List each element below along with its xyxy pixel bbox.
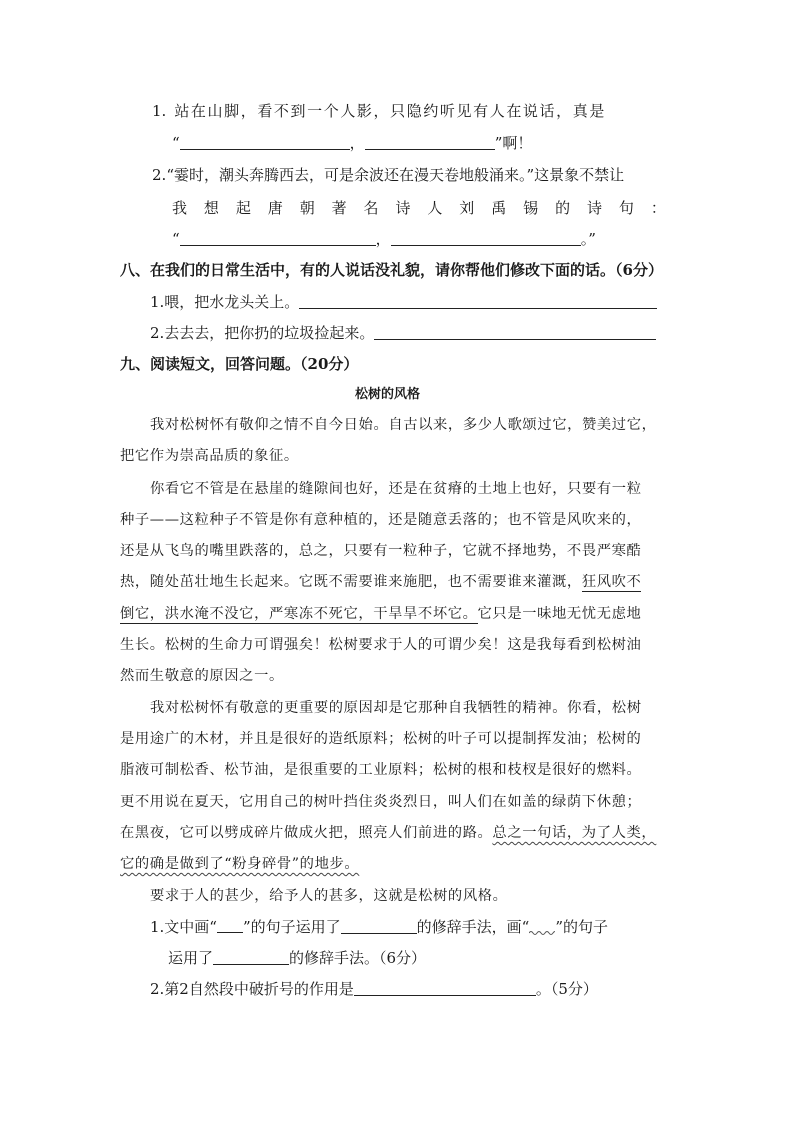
p3-line6 — [120, 854, 359, 874]
s7-q1-line2 — [172, 133, 532, 153]
p2-line2: 种子——这粒种子不管是你有意种植的，还是随意丢落的；也不管是风吹来的， — [120, 512, 642, 528]
close-quote: 。” — [580, 230, 596, 248]
close-quote: ”啊！ — [494, 134, 533, 152]
s9-q1-text: 1.文中画“ — [150, 918, 217, 936]
s7-q1-number: 1. — [152, 102, 167, 120]
char: 名 — [363, 199, 379, 217]
s9-q1-text: 的修辞手法，画“ — [416, 918, 530, 936]
answer-blank[interactable] — [365, 135, 495, 150]
char: 想 — [203, 199, 219, 217]
char: 刘 — [459, 199, 475, 217]
char: 人 — [427, 199, 443, 217]
char: 诗 — [395, 199, 411, 217]
s7-q2-text: “霎时，潮头奔腾西去，可是余波还在漫天卷地般涌来。”这景象不禁让 — [166, 166, 625, 184]
p3-line2: 是用途广的木材，并且是很好的造纸原料；松树的叶子可以提制挥发油；松树的 — [120, 731, 642, 747]
p2-line4 — [120, 572, 641, 592]
s9-q1-text: ”的句子运用了 — [242, 918, 341, 936]
straight-line-mark-icon — [217, 919, 243, 933]
answer-blank[interactable] — [374, 325, 656, 340]
s7-q1-text: 站在山脚，看不到一个人影，只隐约听见有人在说话，真是 — [174, 102, 606, 120]
answer-blank[interactable] — [391, 231, 581, 246]
char: 我 — [172, 199, 188, 217]
open-quote: “ — [172, 134, 180, 152]
s9-q1-line2 — [168, 948, 426, 968]
p2-line1: 你看它不管是在悬崖的缝隙间也好，还是在贫瘠的土地上也好，只要有一粒 — [150, 481, 642, 497]
p4-line: 要求于人的甚少，给予人的甚多，这就是松树的风格。 — [150, 888, 508, 904]
wavy-line-mark-icon — [529, 920, 555, 933]
char: 的 — [555, 199, 571, 217]
s9-q2 — [150, 979, 598, 999]
s8-q1 — [150, 292, 657, 312]
s7-q2-line2 — [172, 198, 666, 218]
s9-heading: 九、阅读短文，回答问题。（20分） — [120, 355, 359, 373]
s9-q1-line1 — [150, 917, 608, 937]
p3-line1: 我对松树怀有敬意的更重要的原因却是它那种自我牺牲的精神。你看，松树 — [150, 700, 642, 716]
s7-q1-line1 — [152, 101, 674, 121]
p1-line1: 我对松树怀有敬仰之情不自今日始。自古以来，多少人歌颂过它，赞美过它， — [150, 417, 657, 433]
s8-q2-text: 2.去去去，把你扔的垃圾捡起来。 — [150, 324, 375, 342]
underlined-sentence: 狂风吹不 — [581, 574, 642, 590]
p3-line3: 脂液可制松香、松节油，是很重要的工业原料；松树的根和枝杈是很好的燃料。 — [120, 762, 642, 778]
s8-q1-text: 1.喂，把水龙头关上。 — [150, 293, 300, 311]
answer-blank[interactable] — [299, 294, 657, 309]
comma: ， — [375, 230, 391, 248]
char: 著 — [331, 199, 347, 217]
s7-q2-line1 — [152, 165, 674, 185]
open-quote: “ — [172, 230, 180, 248]
wavy-underlined-sentence: 总之一句话，为了人类， — [492, 825, 657, 841]
char: 诗 — [586, 199, 602, 217]
article-title: 松树的风格 — [355, 387, 421, 402]
p2-line5 — [120, 604, 641, 624]
p2-line6: 生长。松树的生命力可谓强矣！松树要求于人的可谓少矣！这是我每看到松树油 — [120, 637, 642, 653]
p2-line5-text: 它只是一味地无忧无虑地 — [477, 606, 642, 622]
answer-blank[interactable] — [341, 919, 417, 934]
p3-line5-text: 在黑夜，它可以劈成碎片做成火把，照亮人们前进的路。 — [120, 825, 493, 841]
answer-blank[interactable] — [213, 950, 289, 965]
s9-q1-text: ”的句子 — [555, 918, 608, 936]
char: 起 — [235, 199, 251, 217]
char: 句 — [618, 199, 634, 217]
p3-line4: 更不用说在夏天，它用自己的树叶挡住炎炎烈日，叫人们在如盖的绿荫下休憩； — [120, 794, 642, 810]
char: 锡 — [523, 199, 539, 217]
char: 禹 — [491, 199, 507, 217]
wavy-underlined-sentence: 它的确是做到了“粉身碎骨”的地步。 — [120, 856, 360, 872]
p1-line2: 把它作为崇高品质的象征。 — [120, 448, 299, 464]
s8-q2 — [150, 323, 656, 343]
s9-q1-text: 运用了 — [168, 949, 214, 967]
char: 朝 — [299, 199, 315, 217]
char: 唐 — [267, 199, 283, 217]
s9-q2-text: 。（5分） — [535, 980, 598, 998]
answer-blank[interactable] — [180, 231, 376, 246]
char: ： — [650, 199, 666, 217]
s7-q2-line3 — [172, 229, 596, 249]
p2-line3: 还是从飞鸟的嘴里跌落的，总之，只要有一粒种子，它就不择地势，不畏严寒酷 — [120, 543, 642, 559]
s7-q2-number: 2. — [152, 166, 167, 184]
p3-line5 — [120, 823, 656, 843]
s9-q1-text: 的修辞手法。（6分） — [289, 949, 427, 967]
answer-blank[interactable] — [180, 135, 350, 150]
p2-line7: 然而生敬意的原因之一。 — [120, 668, 284, 684]
s9-q2-text: 2.第2自然段中破折号的作用是 — [150, 980, 354, 998]
comma: ， — [349, 134, 365, 152]
s8-heading: 八、在我们的日常生活中，有的人说话没礼貌，请你帮他们修改下面的话。（6分） — [120, 261, 663, 279]
p2-line4-text: 热，随处茁壮地生长起来。它既不需要谁来施肥，也不需要谁来灌溉， — [120, 574, 582, 590]
underlined-sentence: 倒它，洪水淹不没它，严寒冻不死它，干旱旱不坏它。 — [120, 606, 478, 622]
answer-blank[interactable] — [354, 981, 536, 996]
